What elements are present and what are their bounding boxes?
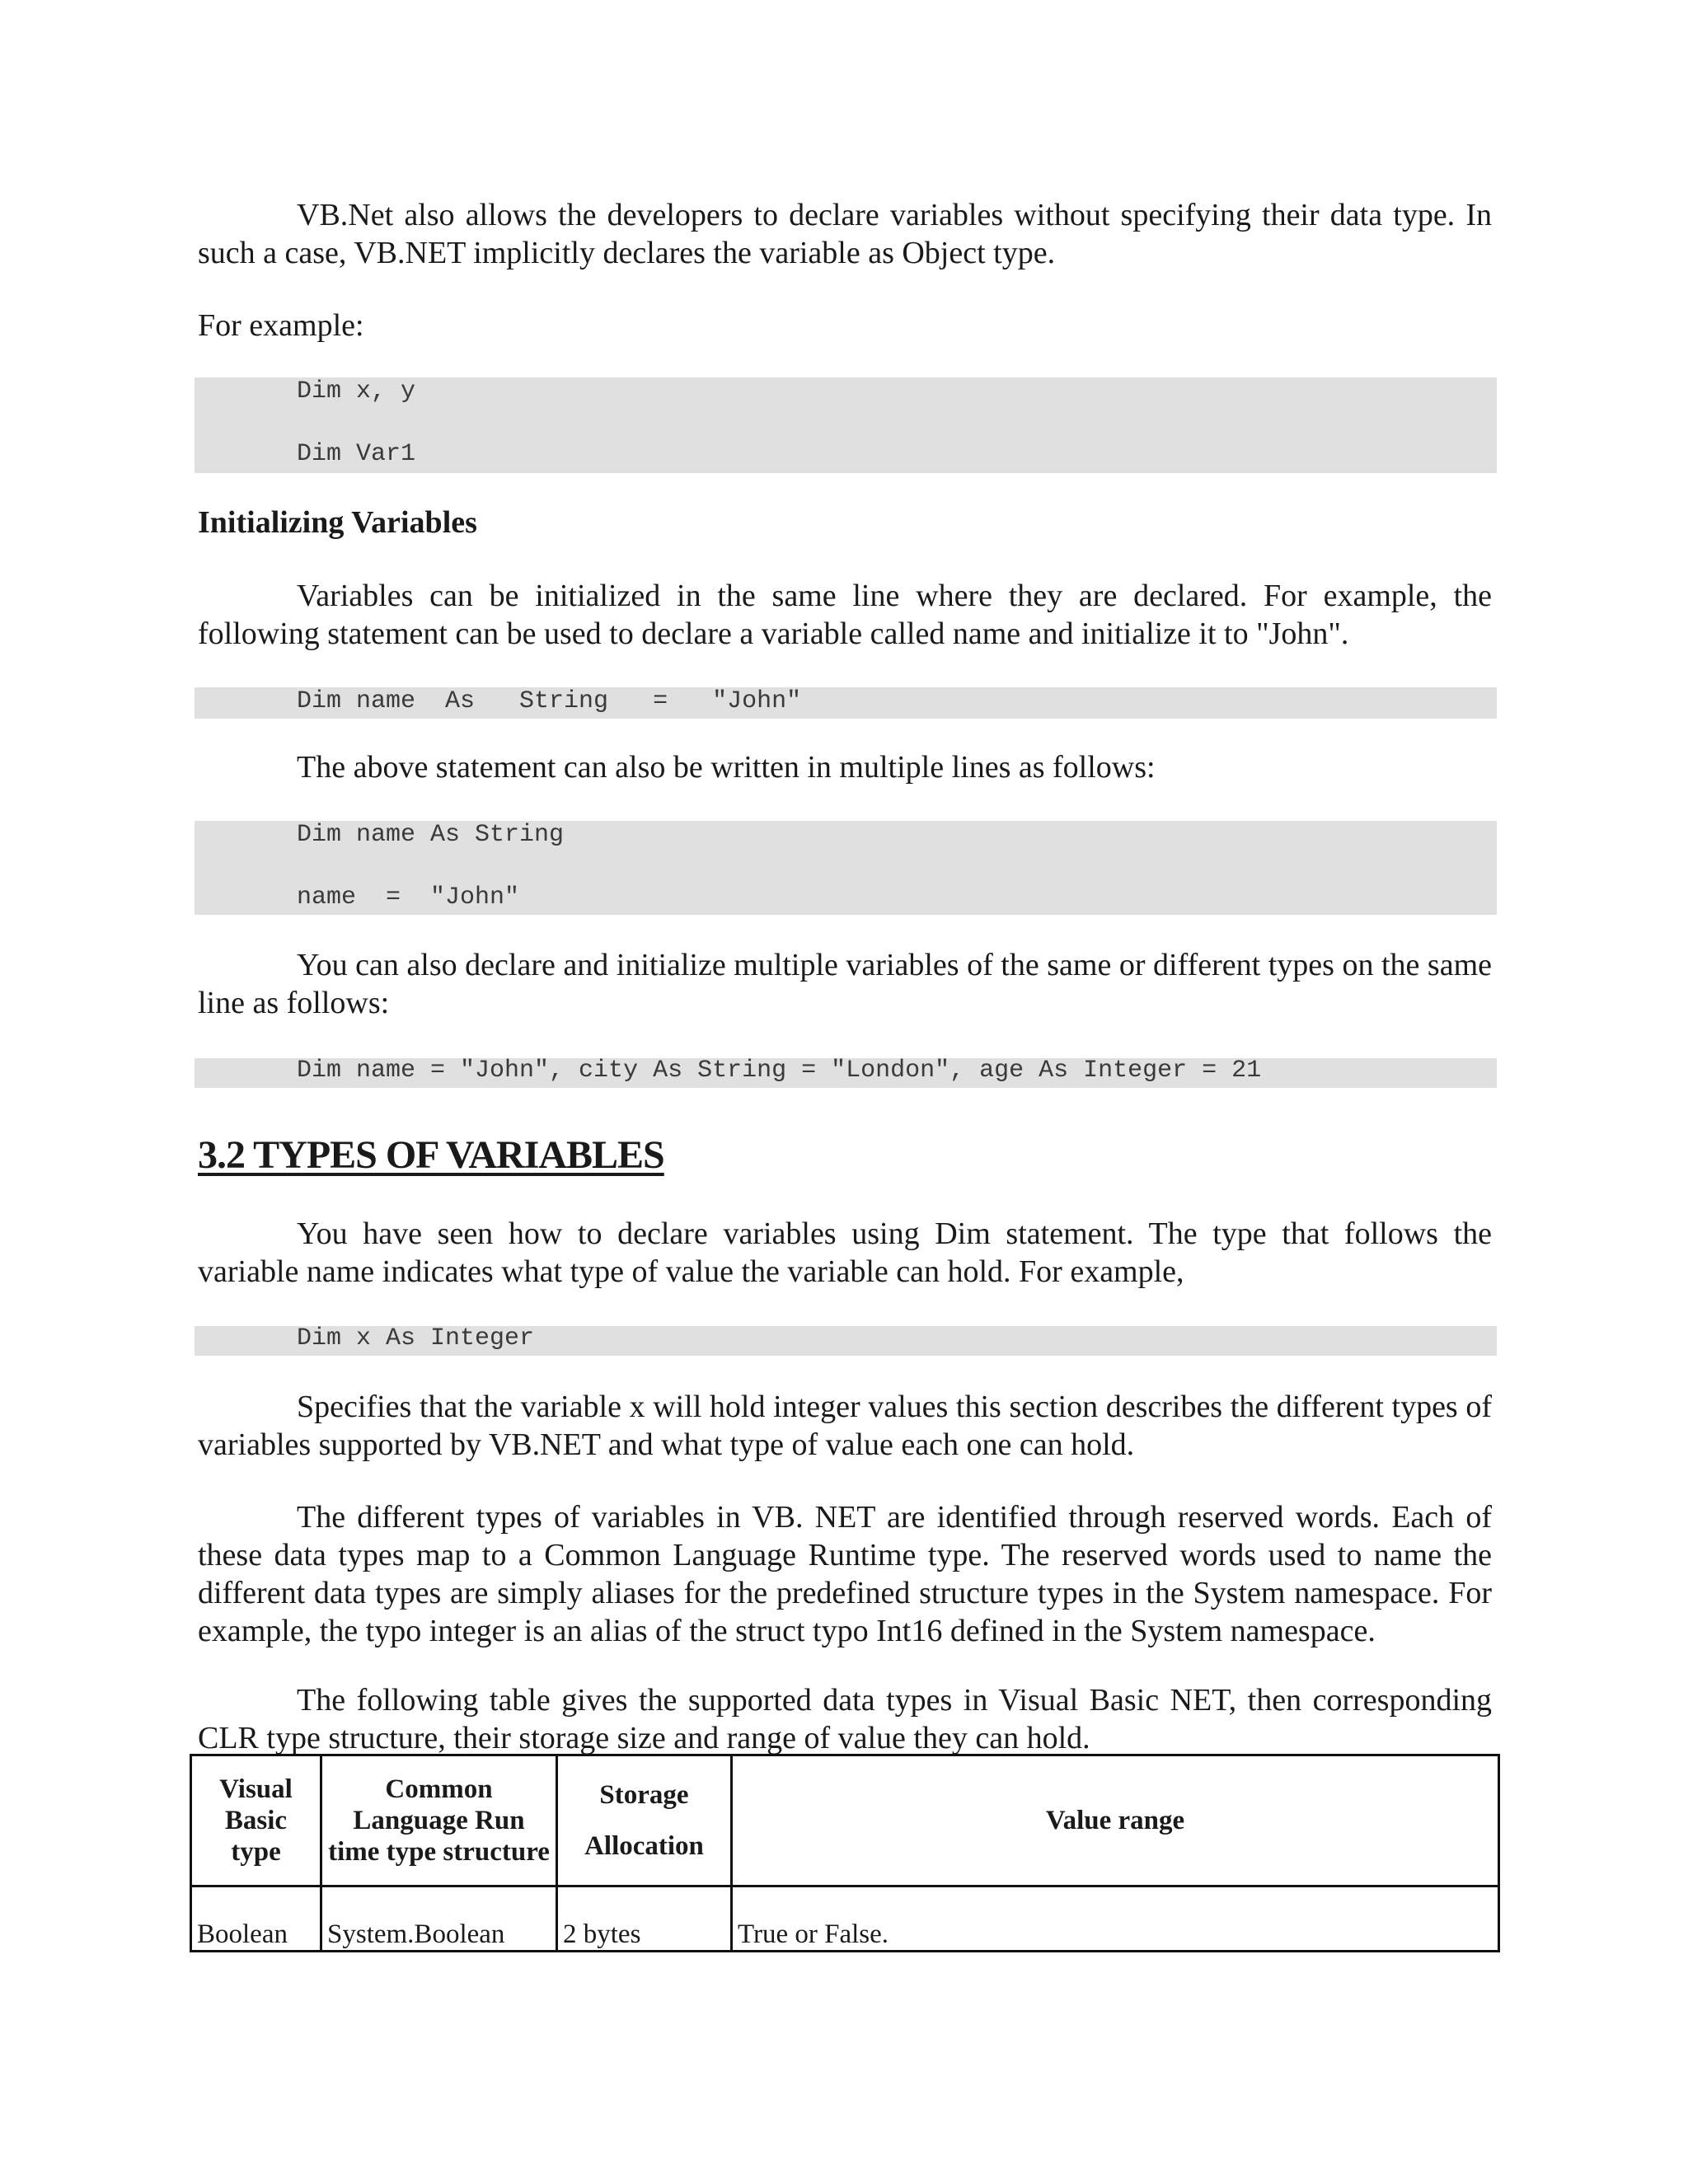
paragraph-initialize: Variables can be initialized in the same line where they are declared. For example, the following statement can be used to declare a variable called name and initialize it to "John".	[198, 579, 1492, 651]
code-line: Dim Var1	[297, 440, 416, 468]
header-visual-basic-type: Visual Basic type	[191, 1755, 321, 1886]
table-row	[191, 1886, 1499, 1952]
code-block-multiline	[195, 821, 1497, 915]
cell-range: True or False.	[732, 1886, 1499, 1952]
code-line: Dim x, y	[297, 377, 416, 405]
paragraph-for-example: For example:	[198, 308, 364, 343]
header-value-range: Value range	[732, 1755, 1499, 1886]
paragraph-multiple-lines: The above statement can also be written in multiple lines as follows:	[297, 750, 1156, 785]
code-line: name = "John"	[297, 883, 520, 912]
table-header-row	[191, 1755, 1499, 1886]
cell-storage: 2 bytes	[557, 1886, 732, 1952]
paragraph-table-intro: The following table gives the supported data types in Visual Basic NET, then corresponding CLR type structure, their storage size and range of value they can hold.	[198, 1683, 1492, 1755]
header-clr-type: Common Language Run time type structure	[321, 1755, 557, 1886]
code-block-dim-integer	[195, 1326, 1497, 1356]
cell-vb-type: Boolean	[191, 1886, 321, 1952]
code-block-dim-name	[195, 687, 1497, 719]
code-line: Dim name As String	[297, 821, 565, 849]
code-line: Dim name = "John", city As String = "London", age As Integer = 21	[297, 1057, 1262, 1085]
paragraph-integer-values: Specifies that the variable x will hold integer values this section describes the different types of variables supported by VB.NET and what type of value each one can hold.	[198, 1390, 1492, 1462]
data-types-table	[190, 1754, 1500, 1952]
code-block-same-line	[195, 1058, 1497, 1088]
cell-clr-type: System.Boolean	[321, 1886, 557, 1952]
paragraph-multiple-variables: You can also declare and initialize multiple variables of the same or different types on the same line as follows:	[198, 948, 1492, 1020]
code-line: Dim x As Integer	[297, 1324, 535, 1352]
paragraph-reserved-words: The different types of variables in VB. NET are identified through reserved words. Each of these data types map to a Common Language Runtime type. The reserved words used to name the different data types are simply aliases for the predefined structure types in the System namespace. For example, the typo integer is an alias of the struct typo Int16 defined in the System namespace.	[198, 1500, 1492, 1648]
heading-initializing-variables: Initializing Variables	[198, 505, 477, 540]
header-storage-allocation: Storage Allocation	[557, 1755, 732, 1886]
code-block-dim-xy	[195, 377, 1497, 473]
code-line: Dim name As String = "John"	[297, 687, 802, 715]
paragraph-object-type: VB.Net also allows the developers to declare variables without specifying their data type. In such a case, VB.NET implicitly declares the variable as Object type.	[198, 198, 1492, 270]
paragraph-dim-statement: You have seen how to declare variables using Dim statement. The type that follows the variable name indicates what type of value the variable can hold. For example,	[198, 1216, 1492, 1289]
heading-types-of-variables: 3.2 TYPES OF VARIABLES	[198, 1133, 664, 1177]
